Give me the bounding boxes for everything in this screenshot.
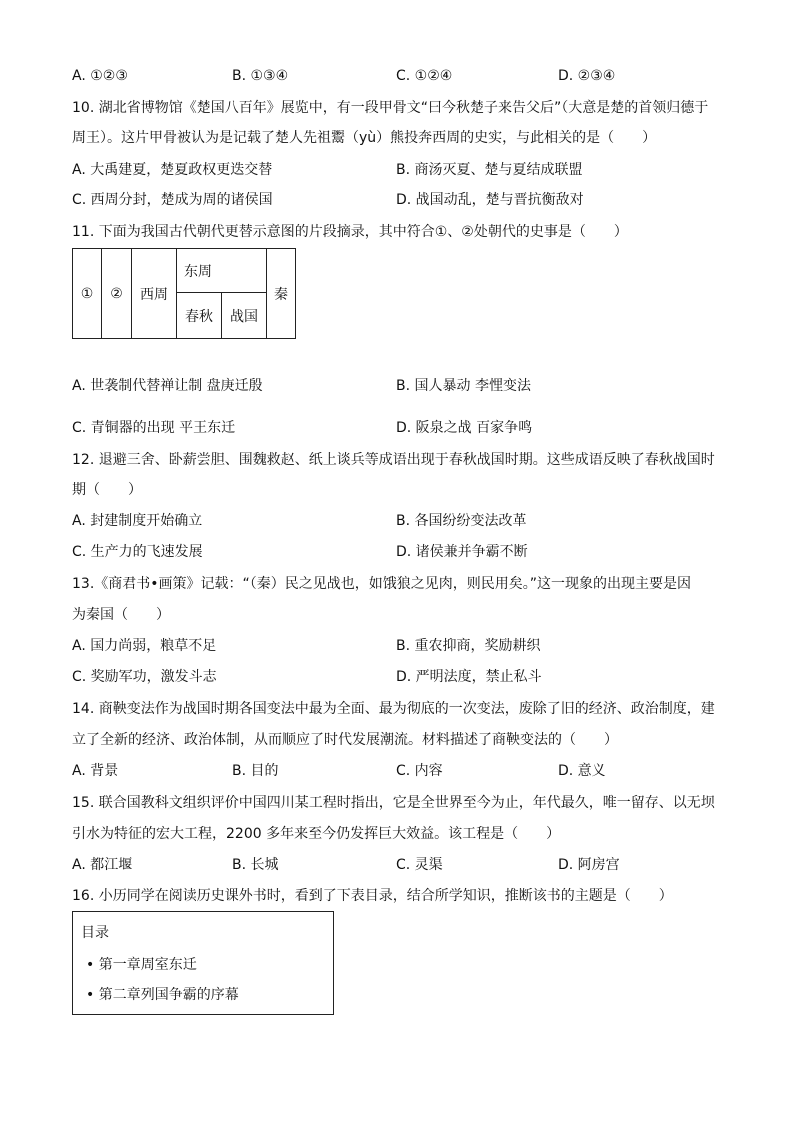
q14-option-a: A. 背景 xyxy=(72,763,119,779)
timeline-cell-1: ① xyxy=(73,249,102,339)
q13-stem-line1: 13.《商君书•画策》记载：“（秦）民之见战也，如饿狼之见肉，则民用矣。”这一现象的出现主要是因 xyxy=(72,576,692,592)
q11-option-c: C. 青铜器的出现 平王东迁 xyxy=(72,420,236,436)
q12-stem-line2: 期（ ） xyxy=(72,482,142,498)
timeline-cell-eastern-zhou: 东周 xyxy=(177,249,267,293)
q12-stem-line1: 12. 退避三舍、卧薪尝胆、围魏救赵、纸上谈兵等成语出现于春秋战国时期。这些成语反映了春秋战国时 xyxy=(72,452,715,468)
q10-option-d: D. 战国动乱，楚与晋抗衡敌对 xyxy=(396,192,584,208)
q15-stem-line1: 15. 联合国教科文组织评价中国四川某工程时指出，它是全世界至今为止，年代最久，唯一留存、以无坝 xyxy=(72,795,715,811)
toc-item-chapter1: • 第一章周室东迁 xyxy=(86,957,197,973)
q9-option-a: A. ①②③ xyxy=(72,68,128,84)
q15-option-c: C. 灵渠 xyxy=(396,857,443,873)
timeline-cell-qin: 秦 xyxy=(267,249,296,339)
q13-stem-line2: 为秦国（ ） xyxy=(72,607,170,623)
toc-item-chapter2: • 第二章列国争霸的序幕 xyxy=(86,987,239,1003)
toc-title: 目录 xyxy=(81,925,109,941)
q10-option-c: C. 西周分封，楚成为周的诸侯国 xyxy=(72,192,273,208)
q13-option-c: C. 奖励军功，激发斗志 xyxy=(72,669,217,685)
q10-stem-line2: 周王）。这片甲骨被认为是记载了楚人先祖鬻（yù）熊投奔西周的史实，与此相关的是（ ） xyxy=(72,130,657,146)
timeline-cell-2: ② xyxy=(102,249,132,339)
q14-stem-line2: 立了全新的经济、政治体制，从而顺应了时代发展潮流。材料描述了商鞅变法的（ ） xyxy=(72,732,618,748)
q11-stem: 11. 下面为我国古代朝代更替示意图的片段摘录，其中符合①、②处朝代的史事是（ ） xyxy=(72,224,628,240)
q13-option-a: A. 国力尚弱，粮草不足 xyxy=(72,638,217,654)
q15-option-a: A. 都江堰 xyxy=(72,857,133,873)
dynasty-timeline-table xyxy=(72,248,296,339)
q12-option-d: D. 诸侯兼并争霸不断 xyxy=(396,544,528,560)
q12-option-a: A. 封建制度开始确立 xyxy=(72,513,203,529)
q12-option-c: C. 生产力的飞速发展 xyxy=(72,544,203,560)
q14-option-d: D. 意义 xyxy=(558,763,606,779)
q11-option-a: A. 世袭制代替禅让制 盘庚迁殷 xyxy=(72,378,263,394)
q13-option-d: D. 严明法度，禁止私斗 xyxy=(396,669,542,685)
q9-option-b: B. ①③④ xyxy=(232,68,289,84)
q9-option-d: D. ②③④ xyxy=(558,68,616,84)
q14-option-b: B. 目的 xyxy=(232,763,279,779)
q14-option-c: C. 内容 xyxy=(396,763,443,779)
timeline-cell-spring-autumn: 春秋 xyxy=(177,293,222,339)
q10-option-a: A. 大禹建夏，楚夏政权更迭交替 xyxy=(72,162,273,178)
q15-option-b: B. 长城 xyxy=(232,857,279,873)
q15-option-d: D. 阿房宫 xyxy=(558,857,620,873)
q11-option-b: B. 国人暴动 李悝变法 xyxy=(396,378,531,394)
q12-option-b: B. 各国纷纷变法改革 xyxy=(396,513,527,529)
q10-option-b: B. 商汤灭夏、楚与夏结成联盟 xyxy=(396,162,583,178)
book-table-of-contents xyxy=(72,911,334,1015)
q16-stem: 16. 小历同学在阅读历史课外书时，看到了下表目录，结合所学知识，推断该书的主题是（ ） xyxy=(72,888,673,904)
q9-option-c: C. ①②④ xyxy=(396,68,453,84)
q14-stem-line1: 14. 商鞅变法作为战国时期各国变法中最为全面、最为彻底的一次变法，废除了旧的经济、政治制度，建 xyxy=(72,701,715,717)
q15-stem-line2: 引水为特征的宏大工程，2200 多年来至今仍发挥巨大效益。该工程是（ ） xyxy=(72,826,561,842)
q13-option-b: B. 重农抑商，奖励耕织 xyxy=(396,638,541,654)
q11-option-d: D. 阪泉之战 百家争鸣 xyxy=(396,420,533,436)
timeline-cell-western-zhou: 西周 xyxy=(132,249,177,339)
q10-stem-line1: 10. 湖北省博物馆《楚国八百年》展览中，有一段甲骨文“曰今秋楚子来告父后”（大意是楚的首领归德于 xyxy=(72,100,709,116)
timeline-cell-warring-states: 战国 xyxy=(222,293,267,339)
